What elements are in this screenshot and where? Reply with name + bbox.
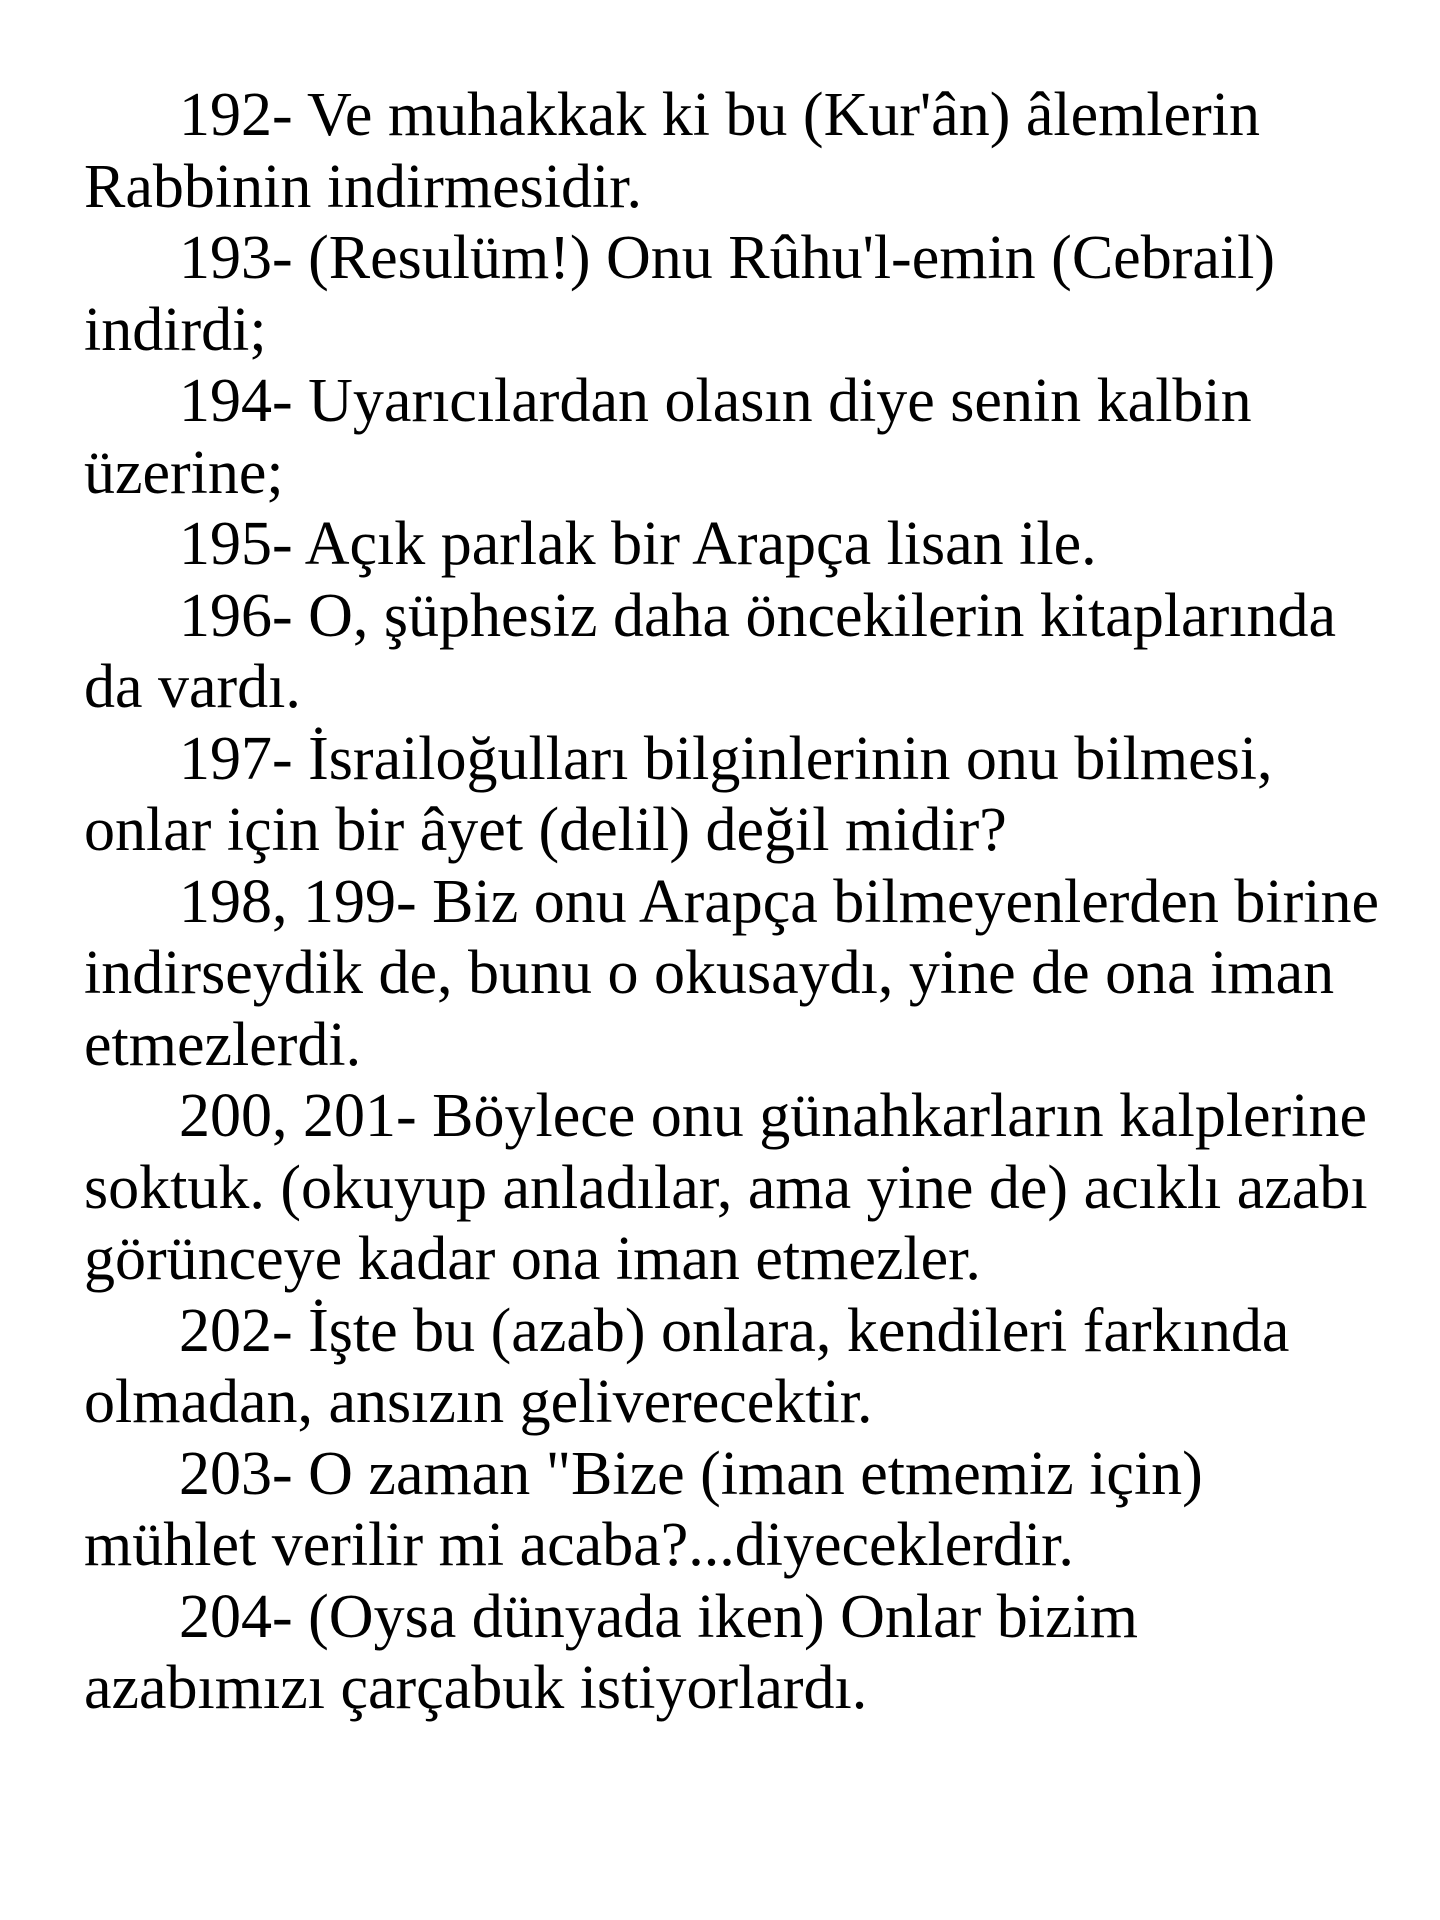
verse-192: 192- Ve muhakkak ki bu (Kur'ân) âlemlerin Rabbinin indirmesidir. [84,81,1260,221]
document-page [84,80,1384,1725]
verse-195: 195- Açık parlak bir Arapça lisan ile. [179,510,1097,578]
verse-193: 193- (Resulüm!) Onu Rûhu'l-emin (Cebrail) indirdi; [84,224,1275,364]
verse-204: 204- (Oysa dünyada iken) Onlar bizim azabımızı çarçabuk istiyorlardı. [84,1582,1139,1722]
verse-196: 196- O, şüphesiz daha öncekilerin kitaplarında da vardı. [84,581,1336,721]
verse-194: 194- Uyarıcılardan olasın diye senin kalbin üzerine; [84,367,1252,507]
verse-198-199: 198, 199- Biz onu Arapça bilmeyenlerden birine indirseydik de, bunu o okusaydı, yine de ona iman etmezlerdi. [84,867,1380,1079]
verse-203: 203- O zaman "Bize (iman etmemiz için) mühlet verilir mi acaba?...diyeceklerdir. [84,1439,1203,1579]
verse-197: 197- İsrailoğulları bilginlerinin onu bilmesi, onlar için bir âyet (delil) değil midir? [84,724,1273,864]
verse-200-201: 200, 201- Böylece onu günahkarların kalplerine soktuk. (okuyup anladılar, ama yine de) acıklı azabı görünceye kadar ona iman etmezler. [84,1082,1368,1293]
verse-202: 202- İşte bu (azab) onlara, kendileri farkında olmadan, ansızın geliverecektir. [84,1296,1290,1436]
